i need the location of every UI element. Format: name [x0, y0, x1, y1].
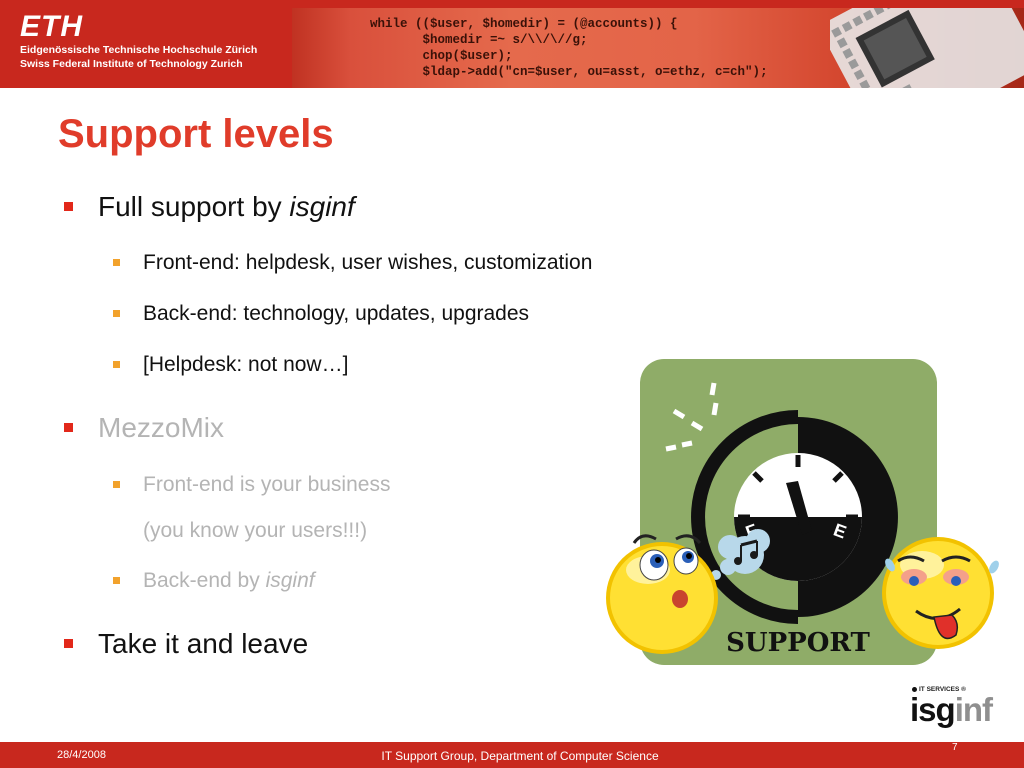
footer-date: 28/4/2008	[57, 749, 106, 761]
bullet-text: MezzoMix	[98, 412, 225, 443]
bullet-marker	[64, 423, 73, 432]
footer-bar	[0, 742, 1024, 768]
page-number: 7	[952, 742, 958, 753]
bullet-text: Front-end is your business	[143, 473, 391, 496]
bullet-emphasis: isginf	[289, 191, 355, 222]
institution-name-english: Swiss Federal Institute of Technology Zurich	[20, 58, 243, 70]
bullet-full-support	[98, 190, 355, 224]
bullet-text: [Helpdesk: not now…]	[143, 353, 349, 376]
bullet-text: (you know your users!!!)	[143, 519, 368, 542]
footer-department: IT Support Group, Department of Computer Science	[381, 749, 659, 763]
bullet-marker	[64, 202, 73, 211]
bullet-know-users	[143, 518, 367, 544]
bullet-helpdesk	[143, 352, 348, 378]
logo-subtitle: IT SERVICES ®	[912, 686, 966, 693]
logo-word-isg: isg	[910, 691, 955, 728]
bullet-mezzomix	[98, 411, 224, 445]
bullet-marker	[113, 259, 120, 266]
bullet-marker	[113, 361, 120, 368]
gauge-empty-label: E	[830, 519, 850, 543]
bullet-text: Take it and leave	[98, 628, 309, 659]
bullet-front-end	[143, 250, 592, 276]
bullet-text: Front-end: helpdesk, user wishes, customization	[143, 251, 593, 274]
support-gauge-illustration	[600, 355, 1000, 675]
bullet-emphasis: isginf	[265, 569, 315, 592]
support-caption: SUPPORT	[726, 628, 870, 658]
header-banner	[0, 0, 1024, 88]
bullet-take-it	[98, 627, 308, 661]
institution-name-german: Eidgenössische Technische Hochschule Zürich	[20, 44, 258, 56]
eth-logo: ETH	[20, 10, 83, 43]
logo-word-inf: inf	[954, 691, 993, 728]
microchip-image	[830, 8, 1024, 88]
bullet-text: Back-end: technology, updates, upgrades	[143, 302, 530, 325]
bullet-front-end-business	[143, 472, 390, 498]
logo-wordmark	[910, 692, 992, 728]
bullet-marker	[113, 310, 120, 317]
slide-title: Support levels	[58, 112, 334, 156]
isginf-logo	[910, 686, 1014, 730]
code-snippet: while (($user, $homedir) = (@accounts)) { $homedir =~ s/\\/\//g; chop($user); $ldap->add("cn=$user, ou=asst, o=ethz, c=ch");	[370, 17, 768, 79]
bullet-marker	[113, 577, 120, 584]
bullet-back-end	[143, 301, 529, 327]
bullet-marker	[113, 481, 120, 488]
bullet-text: Back-end by	[143, 569, 266, 592]
bullet-text: Full support by	[98, 191, 290, 222]
bullet-marker	[64, 639, 73, 648]
bullet-back-end-isginf	[143, 568, 315, 594]
sick-smiley	[882, 537, 1000, 649]
